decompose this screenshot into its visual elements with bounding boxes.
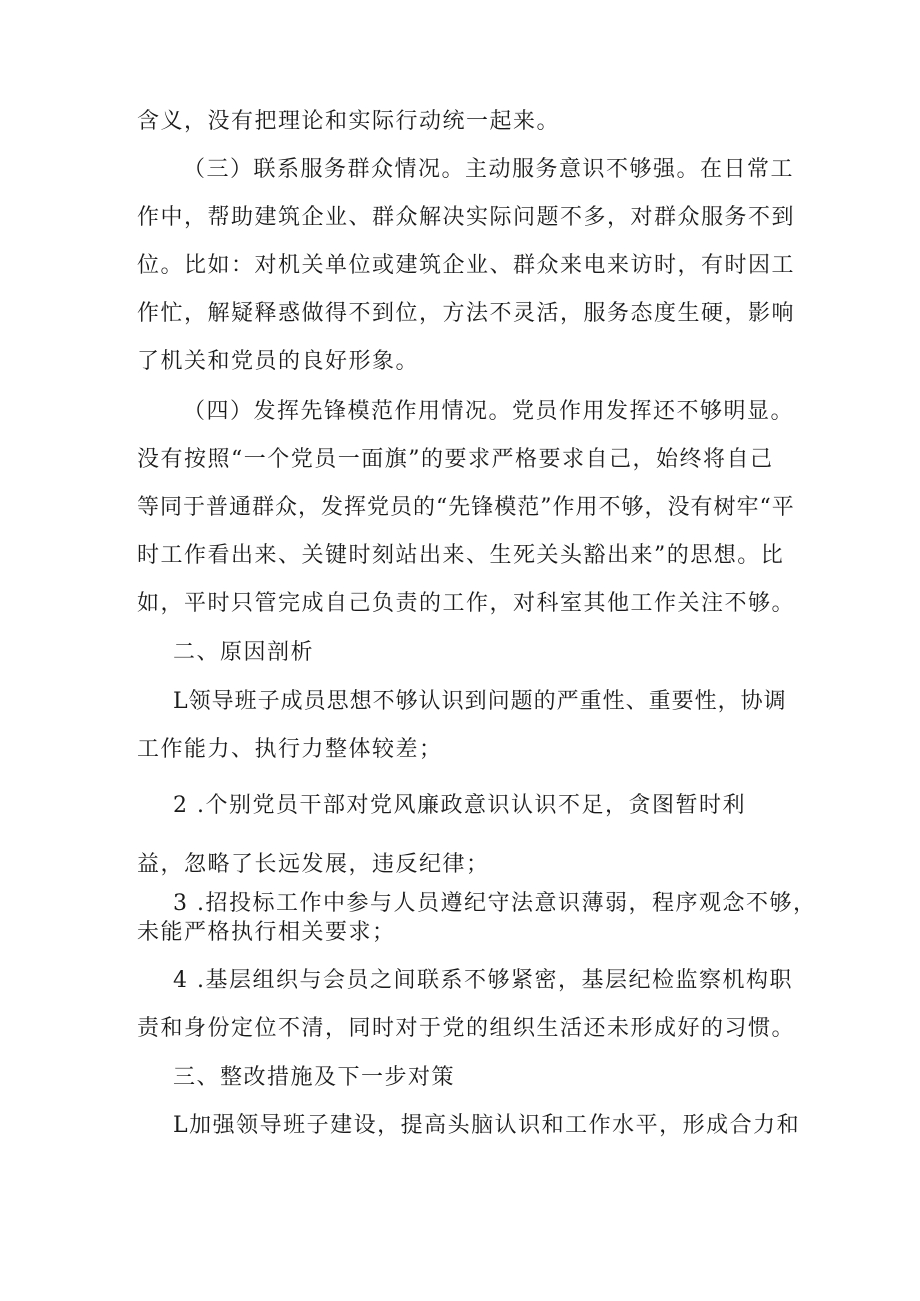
paragraph-line: 时工作看出来、关键时刻站出来、生死关头豁出来”的思想。比 xyxy=(137,543,785,568)
list-item-line: 未能严格执行相关要求； xyxy=(137,920,396,945)
list-item-line: 3 .招投标工作中参与人员遵纪守法意识薄弱，程序观念不够， xyxy=(173,891,817,916)
list-item-line: 益，忽略了长远发展，违反纪律； xyxy=(137,852,490,877)
list-item-line: 2 .个别党员干部对党风廉政意识认识不足，贪图暂时利 xyxy=(173,793,746,818)
paragraph-line: （四）发挥先锋模范作用情况。党员作用发挥还不够明显。 xyxy=(183,399,795,424)
paragraph-line: 如，平时只管完成自己负责的工作，对科室其他工作关注不够。 xyxy=(137,591,796,616)
list-item-line: 4 .基层组织与会员之间联系不够紧密，基层纪检监察机构职 xyxy=(173,968,793,993)
paragraph-line: 作忙，解疑释惑做得不到位，方法不灵活，服务态度生硬，影响 xyxy=(137,301,796,326)
section-heading: 三、整改措施及下一步对策 xyxy=(173,1065,456,1090)
list-item-line: 责和身份定位不清，同时对于党的组织生活还未形成好的习惯。 xyxy=(137,1016,796,1041)
list-item-line: L领导班子成员思想不够认识到问题的严重性、重要性，协调 xyxy=(173,689,787,714)
section-heading: 二、原因剖析 xyxy=(173,640,315,665)
list-item-line: 工作能力、执行力整体较差； xyxy=(137,737,443,762)
paragraph-line: 了机关和党员的良好形象。 xyxy=(137,349,420,374)
paragraph-line: 含义，没有把理论和实际行动统一起来。 xyxy=(137,109,561,134)
paragraph-line: 没有按照“一个党员一面旗”的要求严格要求自己，始终将自己 xyxy=(137,447,774,472)
paragraph-line: 位。比如：对机关单位或建筑企业、群众来电来访时，有时因工 xyxy=(137,253,796,278)
paragraph-line: 作中，帮助建筑企业、群众解决实际问题不多，对群众服务不到 xyxy=(137,205,796,230)
paragraph-line: 等同于普通群众，发挥党员的“先锋模范”作用不够，没有树牢“平 xyxy=(137,495,795,520)
paragraph-line: （三）联系服务群众情况。主动服务意识不够强。在日常工 xyxy=(183,157,795,182)
list-item-line: L加强领导班子建设，提高头脑认识和工作水平，形成合力和 xyxy=(173,1113,801,1138)
